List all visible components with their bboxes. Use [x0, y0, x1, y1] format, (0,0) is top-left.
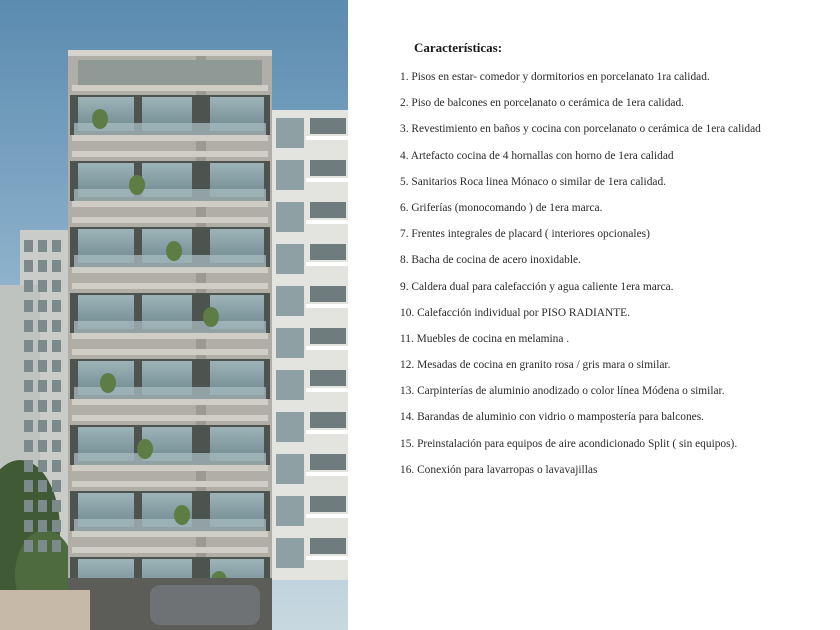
feature-item: 15. Preinstalación para equipos de aire acondicionado Split ( sin equipos). [400, 437, 738, 450]
building-window [52, 320, 61, 332]
building-window [52, 480, 61, 492]
tower-window [310, 118, 346, 134]
tower-balcony [306, 346, 348, 350]
balcony-plant [166, 241, 182, 261]
feature-item: 3. Revestimiento en baños y cocina con porcelanato o cerámica de 1era calidad [400, 123, 761, 136]
floor-slab [72, 481, 268, 487]
tower-window [276, 244, 304, 274]
floor-slab [72, 547, 268, 553]
tower-balcony [306, 472, 348, 476]
building-window [24, 360, 33, 372]
building-window [52, 440, 61, 452]
tower-balcony [306, 178, 348, 182]
building-window [24, 540, 33, 552]
tower-balcony [306, 430, 348, 434]
building-window [24, 480, 33, 492]
roof-terrace [78, 60, 262, 85]
tower-window [310, 328, 346, 344]
tower-window [276, 160, 304, 190]
building-window [52, 460, 61, 472]
balcony-slab [72, 465, 268, 471]
building-window [38, 380, 47, 392]
floor-slab [72, 217, 268, 223]
balcony-plant [174, 505, 190, 525]
balcony-railing [74, 519, 266, 531]
tower-window [276, 454, 304, 484]
tower-window [276, 328, 304, 358]
building-window [24, 420, 33, 432]
tower-window [276, 118, 304, 148]
feature-item: 1. Pisos en estar- comedor y dormitorios en porcelanato 1ra calidad. [400, 71, 710, 83]
building-render-image [0, 0, 348, 630]
tower-window [276, 412, 304, 442]
balcony-slab [72, 333, 268, 339]
building-window [52, 260, 61, 272]
building-window [24, 400, 33, 412]
balcony-slab [72, 201, 268, 207]
building-window [38, 480, 47, 492]
tower-balcony [306, 556, 348, 560]
building-window [38, 500, 47, 512]
building-render-svg [0, 0, 348, 630]
feature-item: 8. Bacha de cocina de acero inoxidable. [400, 254, 581, 267]
floor-slab [72, 283, 268, 289]
building-window [24, 260, 33, 272]
tower-window [310, 244, 346, 260]
balcony-plant [203, 307, 219, 327]
building-window [52, 400, 61, 412]
building-window [24, 320, 33, 332]
building-window [52, 280, 61, 292]
floor-slab [72, 151, 268, 157]
building-window [52, 300, 61, 312]
building-window [52, 360, 61, 372]
feature-item: 14. Barandas de aluminio con vidrio o mampostería para balcones. [400, 411, 704, 424]
tower-window [310, 160, 346, 176]
tower-window [310, 538, 346, 554]
building-window [24, 460, 33, 472]
tower-window [276, 538, 304, 568]
building-window [38, 320, 47, 332]
feature-item: 7. Frentes integrales de placard ( interiores opcionales) [400, 228, 650, 241]
building-window [24, 280, 33, 292]
feature-item: 10. Calefacción individual por PISO RADIANTE. [400, 306, 630, 319]
building-window [38, 420, 47, 432]
roof-slab [68, 50, 272, 56]
building-window [38, 540, 47, 552]
building-window [38, 340, 47, 352]
building-window [24, 240, 33, 252]
feature-item: 9. Caldera dual para calefacción y agua caliente 1era marca. [400, 280, 674, 293]
floor-slab [72, 415, 268, 421]
tower-window [310, 454, 346, 470]
tower-balcony [306, 304, 348, 308]
building-window [38, 460, 47, 472]
features-title: Características: [414, 40, 503, 55]
building-window [38, 400, 47, 412]
building-window [24, 340, 33, 352]
building-window [38, 280, 47, 292]
balcony-railing [74, 453, 266, 465]
building-window [38, 240, 47, 252]
tower-balcony [306, 514, 348, 518]
balcony-plant [92, 109, 108, 129]
building-window [52, 520, 61, 532]
building-window [38, 260, 47, 272]
feature-item: 2. Piso de balcones en porcelanato o cerámica de 1era calidad. [400, 97, 685, 110]
tower-window [310, 370, 346, 386]
feature-item: 16. Conexión para lavarropas o lavavajillas [400, 463, 598, 476]
tower-balcony [306, 388, 348, 392]
building-window [38, 300, 47, 312]
feature-item: 11. Muebles de cocina en melamina . [400, 332, 570, 345]
building-window [24, 300, 33, 312]
building-window [24, 520, 33, 532]
tower-window [276, 496, 304, 526]
building-window [38, 520, 47, 532]
tower-window [310, 412, 346, 428]
building-window [52, 500, 61, 512]
feature-item: 4. Artefacto cocina de 4 hornallas con horno de 1era calidad [400, 149, 674, 162]
balcony-slab [72, 267, 268, 273]
floor-slab [72, 85, 268, 91]
building-window [52, 340, 61, 352]
features-list [400, 71, 836, 480]
building-window [52, 240, 61, 252]
tower-window [310, 286, 346, 302]
building-window [52, 540, 61, 552]
balcony-railing [74, 321, 266, 333]
parked-car [150, 585, 260, 625]
tower-window [276, 202, 304, 232]
building-window [52, 380, 61, 392]
tower-window [276, 370, 304, 400]
feature-item: 12. Mesadas de cocina en granito rosa / gris mara o similar. [400, 359, 671, 372]
tower-balcony [306, 262, 348, 266]
sidewalk-wall [0, 590, 90, 630]
building-window [52, 420, 61, 432]
tower-balcony [306, 220, 348, 224]
balcony-plant [137, 439, 153, 459]
balcony-slab [72, 399, 268, 405]
building-window [38, 440, 47, 452]
feature-item: 5. Sanitarios Roca linea Mónaco o similar de 1era calidad. [400, 175, 667, 188]
features-panel [400, 40, 836, 490]
building-window [24, 440, 33, 452]
floor-group [68, 50, 272, 603]
tower-window [310, 202, 346, 218]
building-window [24, 500, 33, 512]
balcony-plant [129, 175, 145, 195]
tower-window [276, 286, 304, 316]
feature-item: 13. Carpinterías de aluminio anodizado o color línea Módena o similar. [400, 385, 725, 398]
building-window [38, 360, 47, 372]
balcony-slab [72, 531, 268, 537]
feature-item: 6. Griferías (monocomando ) de 1era marca. [400, 201, 603, 214]
balcony-slab [72, 135, 268, 141]
floor-slab [72, 349, 268, 355]
building-window [24, 380, 33, 392]
tower-balcony [306, 136, 348, 140]
balcony-plant [100, 373, 116, 393]
balcony-railing [74, 189, 266, 201]
tower-window [310, 496, 346, 512]
